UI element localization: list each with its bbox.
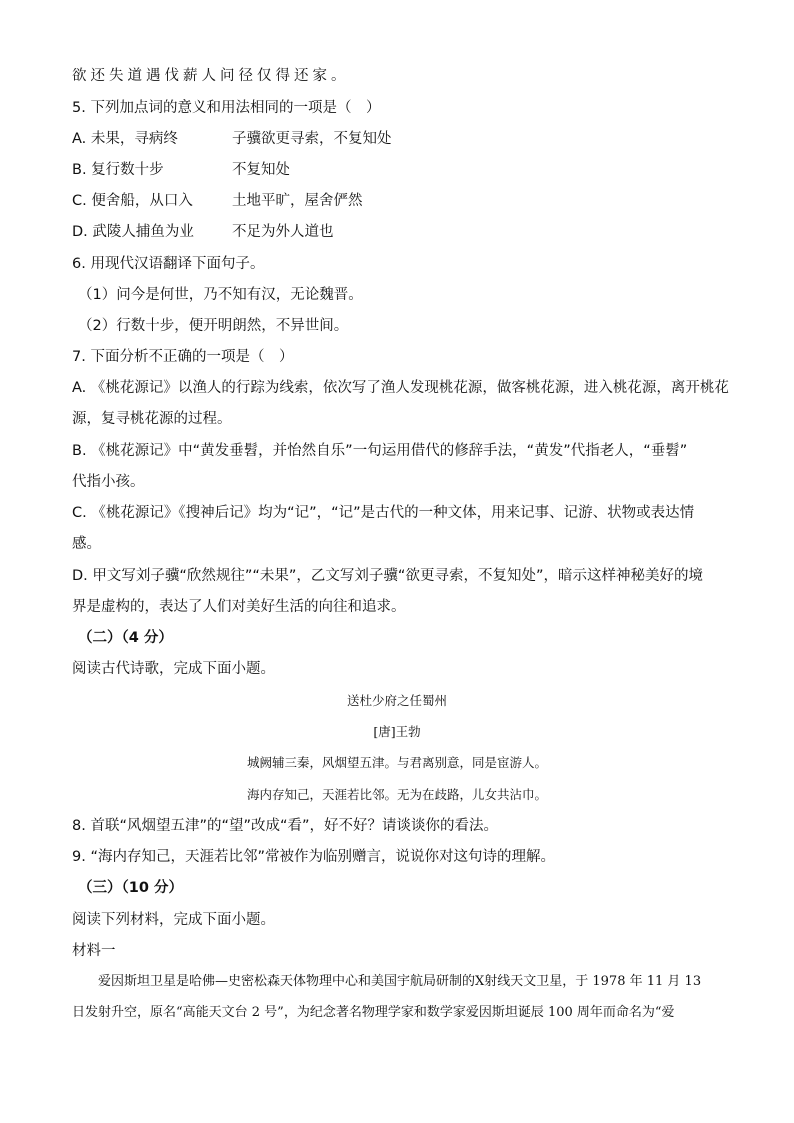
text-line: 欲还失道遇伐薪人问径仅得还家。 xyxy=(72,68,350,84)
option-c-word: C. 便舍船，从口入 xyxy=(72,193,193,209)
material-1-label: 材料一 xyxy=(72,943,116,959)
option-a-word: A. 未果，寻病终 xyxy=(72,131,178,147)
question-6: 6. 用现代汉语翻译下面句子。 xyxy=(72,256,265,272)
material-1-line-2: 日发射升空，原名“高能天文台 2 号”，为纪念著名物理学家和数学家爱因斯坦诞辰 100 周年而命名为“爱 xyxy=(72,1005,675,1020)
poem-author: [唐]王勃 xyxy=(373,724,421,739)
section-2-heading: （二）（4 分） xyxy=(78,630,173,646)
option-c xyxy=(72,191,363,211)
question-8: 8. 首联“风烟望五津”的“望”改成“看”，好不好？请谈谈你的看法。 xyxy=(72,818,499,834)
question-6-1: （1）问今是何世，乃不知有汉，无论魏晋。 xyxy=(78,287,363,303)
q7-option-a: A. 《桃花源记》以渔人的行踪为线索，依次写了渔人发现桃花源，做客桃花源，进入桃花源，离开桃花 xyxy=(72,380,729,396)
poem-title: 送杜少府之任蜀州 xyxy=(346,693,447,708)
option-b-compare: 不复知处 xyxy=(232,162,290,178)
q7-option-d: D. 甲文写刘子骥“欣然规往”“未果”，乙文写刘子骥“欲更寻索，不复知处”，暗示这样神秘美好的境 xyxy=(72,568,703,584)
section-3-heading: （三）（10 分） xyxy=(78,880,183,896)
option-b xyxy=(72,160,290,180)
q7-option-b: B. 《桃花源记》中“黄发垂髫，并怡然自乐”一句运用借代的修辞手法，“黄发”代指老人，“垂髫” xyxy=(72,443,688,459)
poem-line-1: 城阙辅三秦，风烟望五津。与君离别意，同是宦游人。 xyxy=(246,755,547,770)
option-a-compare: 子骥欲更寻索，不复知处 xyxy=(232,131,392,147)
material-1-line-1: 爱因斯坦卫星是哈佛—史密松森天体物理中心和美国宇航局研制的X射线天文卫星，于 1978 年 11 月 13 xyxy=(98,974,702,989)
q7-option-c: C. 《桃花源记》《搜神后记》均为“记”，“记”是古代的一种文体，用来记事、记游、状物或表达情 xyxy=(72,505,695,521)
question-5: 5. 下列加点词的意义和用法相同的一项是（ ） xyxy=(72,100,381,116)
q7-option-b-cont: 代指小孩。 xyxy=(72,474,145,490)
q7-option-a-cont: 源，复寻桃花源的过程。 xyxy=(72,411,232,427)
option-b-word: B. 复行数十步 xyxy=(72,162,164,178)
poem-line-2: 海内存知己，天涯若比邻。无为在歧路，儿女共沾巾。 xyxy=(246,787,547,802)
question-7: 7. 下面分析不正确的一项是（ ） xyxy=(72,349,294,365)
option-d-compare: 不足为外人道也 xyxy=(232,224,334,240)
option-a xyxy=(72,129,392,149)
question-9: 9. “海内存知己，天涯若比邻”常被作为临别赠言，说说你对这句诗的理解。 xyxy=(72,849,555,865)
q7-option-c-cont: 感。 xyxy=(72,536,101,552)
option-d xyxy=(72,222,334,242)
option-d-word: D. 武陵人捕鱼为业 xyxy=(72,224,194,240)
section-2-instruction: 阅读古代诗歌，完成下面小题。 xyxy=(72,661,275,677)
option-c-compare: 土地平旷，屋舍俨然 xyxy=(232,193,363,209)
section-3-instruction: 阅读下列材料，完成下面小题。 xyxy=(72,912,275,928)
q7-option-d-cont: 界是虚构的，表达了人们对美好生活的向往和追求。 xyxy=(72,599,406,615)
question-6-2: （2）行数十步，便开明朗然，不异世间。 xyxy=(78,318,349,334)
